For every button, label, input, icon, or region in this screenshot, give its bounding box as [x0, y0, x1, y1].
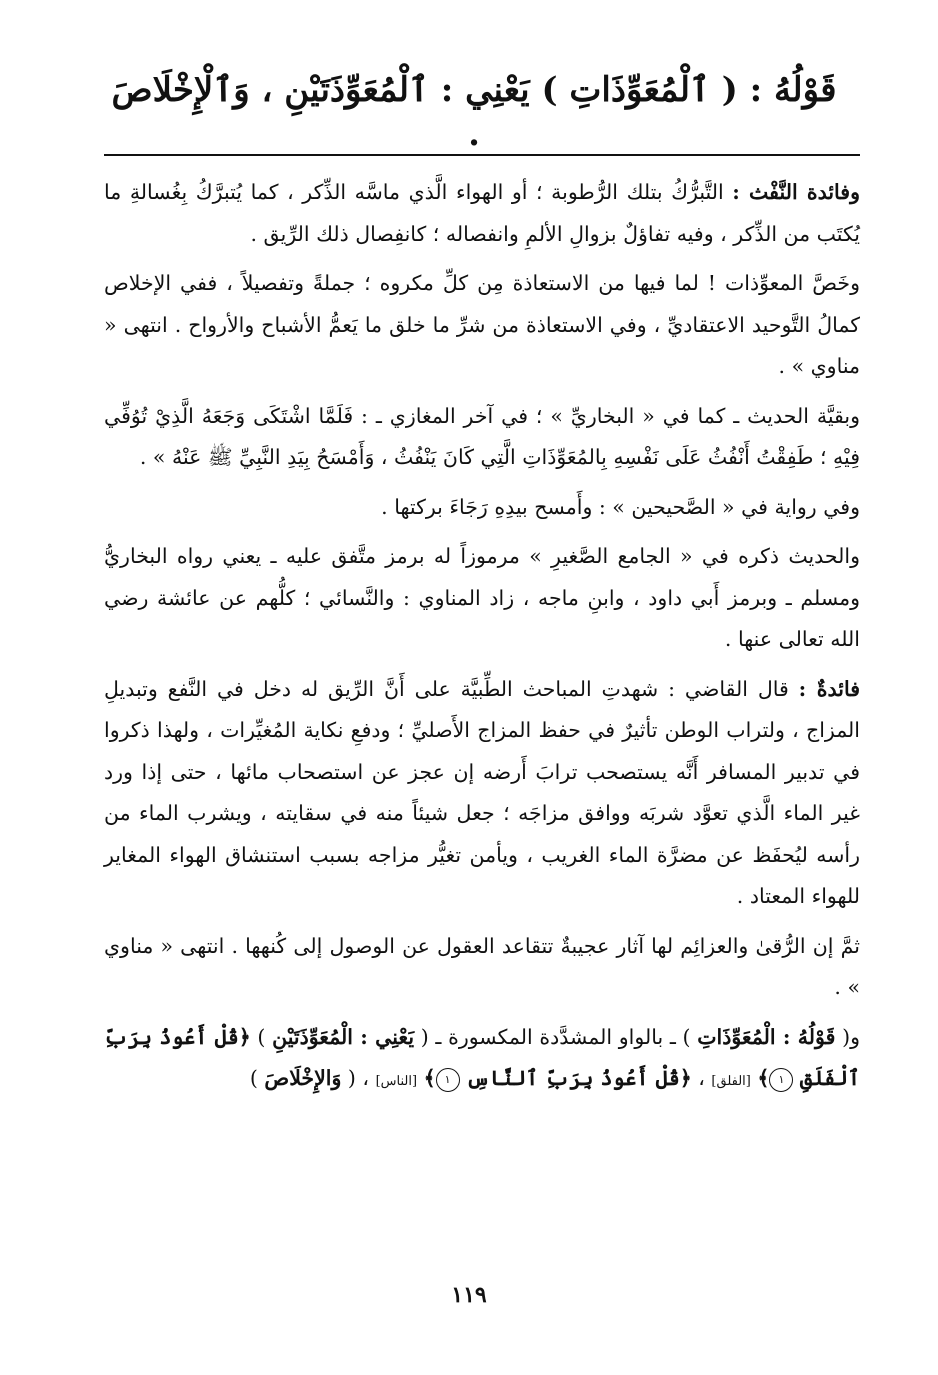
quran-verse: ﴿قُلْ أَعُوذُ بِرَبِّ ٱلنَّاسِ: [466, 1066, 692, 1090]
ayah-number-marker: ١: [436, 1068, 460, 1092]
ayah-number-marker: ١: [769, 1068, 793, 1092]
paragraph-nafth-benefit: [104, 172, 860, 255]
text-fragment: ) ـ بالواو المشدَّدة المكسورة ـ (: [414, 1024, 698, 1049]
paragraph-text: التَّبرُّكُ بتلك الرُّطوبة ؛ أو الهواء الَّذي ماسَّه الذِّكر ، كما يُتبرَّكُ بِغُسالةِ ما يُكتَب من الذِّكر ، وفيه تفاؤلٌ بزوالِ الألمِ وانفصاله ؛ كانفِصال ذلك الرِّيق .: [104, 180, 860, 246]
quoted-phrase: وَالإِخْلَاصَ: [264, 1066, 342, 1090]
paragraph-lead: وفائدة النَّفْث :: [732, 180, 860, 204]
paragraph-text: والحديث ذكره في « الجامع الصَّغيرِ » مرموزاً له برمز متَّفق عليه ـ يعني رواه البخاريُّ ومسلم ـ وبرمز أَبي داود ، وابنِ ماجه ، زاد المناوي : والنَّسائي ؛ كلُّهم عن عائشة رضي الله تعالى عنها .: [104, 544, 860, 651]
paragraph-hadith-sources: [104, 536, 860, 661]
paragraph-text: وفي رواية في « الصَّحيحين » : وأَمسح بيدِهِ رَجَاءَ بركتها .: [381, 494, 860, 519]
paragraph-text: قال القاضي : شهدتِ المباحث الطِّبيَّة على أَنَّ الرِّيق له دخل في النَّفع وتبديلِ المزاج ، ولتراب الوطن تأثيرٌ في حفظ المزاج الأَصليِّ ؛ ودفعِ نكاية المُغيِّرات ، ولهذا ذكروا في تدبير المسافر أَنَّه يستصحب ترابَ أَرضه إن عجز عن استصحاب مائها ، حتى إذا ورد غير الماء الَّذي تعوَّد شربَه ووافق مزاجَه ؛ جعل شيئاً منه في سقايته ، ويشرب الماء من رأسه ليُحفَظ عن مضرَّة الماء الغريب ، ويأمن تغيُّر مزاجه بسبب استنشاق الهواء المغاير للهواء المعتاد .: [104, 676, 860, 908]
paragraph-lead: فائدةٌ :: [798, 676, 860, 701]
text-fragment: و(: [835, 1024, 860, 1049]
paragraph-qadi-benefit: [104, 669, 860, 918]
text-fragment: ،: [691, 1066, 712, 1090]
paragraph-hadith-remainder: [104, 396, 860, 479]
paragraph-ruqa: [104, 926, 860, 1009]
paragraph-text: وبقيَّة الحديث ـ كما في « البخاريِّ » ؛ في آخر المغازي ـ : فَلَمَّا اشْتَكَى وَجَعَهُ الَّذِيْ تُوُفِّي فِيْهِ ؛ طَفِقْتُ أَنْفُثُ عَلَى نَفْسِهِ بِالمُعَوِّذَاتِ الَّتِي كَانَ يَنْفُثُ ، وَأَمْسَحُ بِيَدِ النَّبِيِّ ﷺ عَنْهُ » .: [104, 403, 860, 469]
text-fragment: ): [250, 1024, 273, 1049]
paragraph-text: ثمَّ إن الرُّقىٰ والعزائِم لها آثار عجيبةٌ تتقاعد العقول عن الوصول إلى كُنهها . انتهى « مناوي » .: [104, 933, 860, 999]
page-header-title: قَوْلُهُ : ( ٱلْمُعَوِّذَاتِ ) يَعْنِي : ٱلْمُعَوِّذَتَيْنِ ، وَٱلْإِخْلَاصَ .: [111, 70, 837, 155]
paragraph-muawwidhat-explanation: [104, 1017, 860, 1103]
quoted-phrase: قَوْلُهُ : الْمُعَوِّذَاتِ: [697, 1024, 836, 1049]
sura-reference: [الفلق]: [711, 1074, 751, 1089]
paragraph-text: وخَصَّ المعوِّذات ! لما فيها من الاستعاذة مِن كلِّ مكروه ؛ جملةً وتفصيلاً ، ففي الإخلاص كمالُ التَّوحيد الاعتقاديِّ ، وفي الاستعاذة من شرِّ ما خلق ما يَعمُّ الأشباح والأرواح . انتهى « مناوي » .: [104, 271, 860, 378]
text-fragment: ): [249, 1066, 265, 1090]
sura-reference: [الناس]: [375, 1074, 418, 1089]
paragraph-muawwidhat-reason: [104, 263, 860, 388]
commentary-body: [104, 172, 860, 1111]
page-number: ١١٩: [451, 1282, 487, 1308]
quran-bracket: ﴾: [423, 1066, 436, 1090]
quoted-phrase: يَعْنِي : الْمُعَوِّذَتَيْنِ: [272, 1024, 415, 1049]
paragraph-sahihain-narration: [104, 487, 860, 529]
header-divider: [104, 154, 860, 156]
text-fragment: ، (: [341, 1066, 376, 1090]
quran-verse: ﴿قُلْ أَعُوذُ بِرَبِّ ٱلْفَلَقِ: [104, 1024, 860, 1090]
quran-bracket: ﴾: [757, 1066, 770, 1090]
